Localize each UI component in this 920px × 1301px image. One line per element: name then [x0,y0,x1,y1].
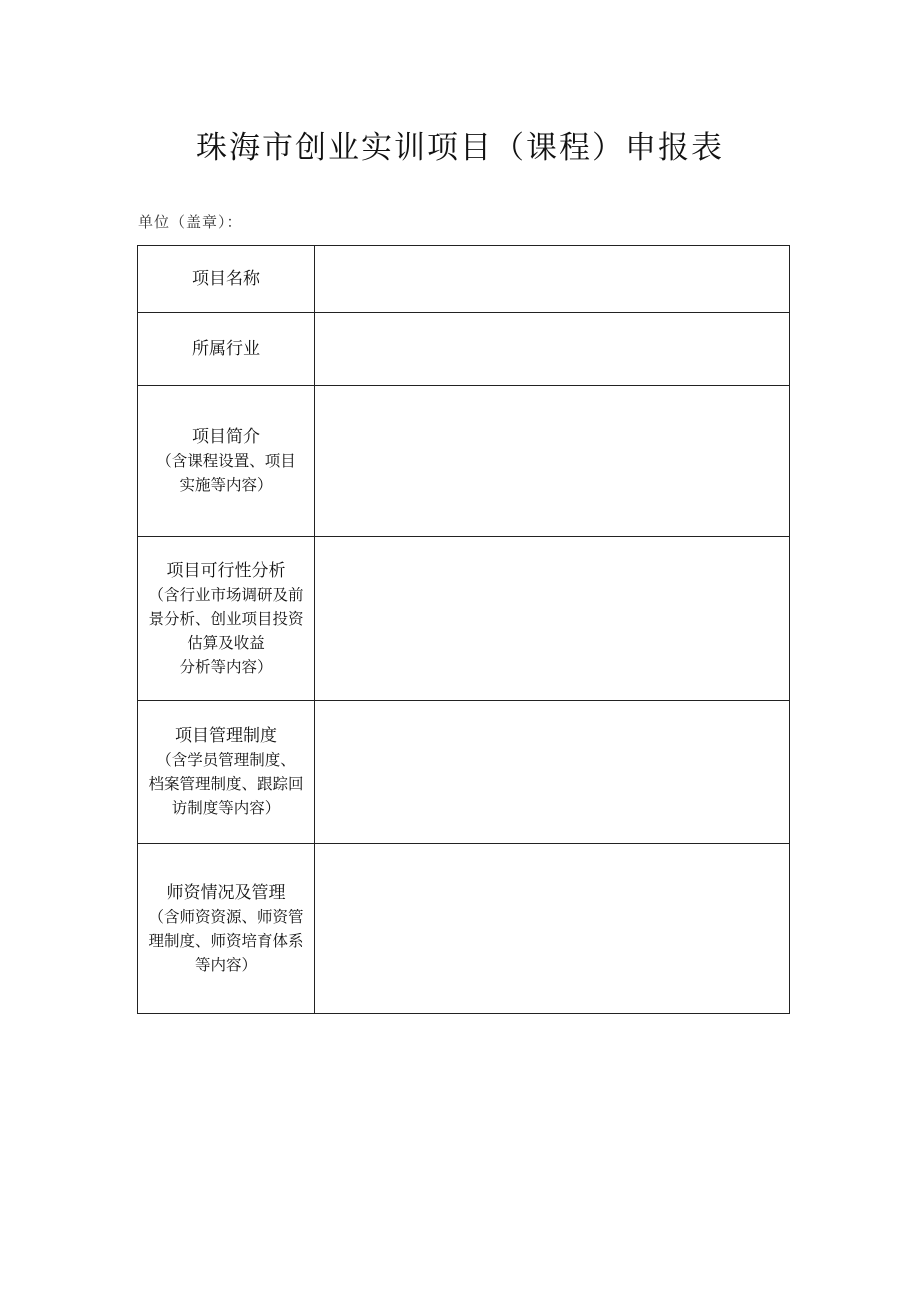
row-note-line: （含行业市场调研及前 [148,585,304,604]
project-intro-field[interactable] [315,386,790,537]
row-label: 师资情况及管理 [166,882,286,903]
row-label-cell [138,246,315,313]
row-note-line: （含学员管理制度、 [156,751,296,769]
row-note-line: 理制度、师资培育体系 [148,931,304,950]
teacher-management-field[interactable] [315,844,790,1014]
row-label-cell [138,313,315,386]
page-title: 珠海市创业实训项目（课程）申报表 [196,130,724,166]
table-row [138,313,790,386]
row-label: 项目管理制度 [175,726,277,746]
project-name-field[interactable] [315,246,790,313]
row-note-line: （含课程设置、项目 [156,452,296,470]
row-note-line: （含师资资源、师资管 [148,907,304,926]
management-system-field[interactable] [315,701,790,844]
row-label: 项目名称 [192,269,260,289]
row-label-cell [138,386,315,537]
table-row [138,537,790,701]
table-row [138,844,790,1014]
row-label-cell [138,844,315,1014]
unit-stamp-label: 单位（盖章）： [138,213,243,231]
table-row [138,246,790,313]
row-label: 项目可行性分析 [166,560,286,581]
table-row [138,701,790,844]
row-note-line: 实施等内容） [179,476,273,494]
industry-field[interactable] [315,313,790,386]
feasibility-analysis-field[interactable] [315,537,790,701]
row-note-line: 估算及收益 [187,633,265,652]
application-form-table [137,245,790,1014]
row-label-cell [138,701,315,844]
row-label-cell [138,537,315,701]
row-label: 所属行业 [192,339,260,359]
row-label: 项目简介 [192,427,260,447]
row-note-line: 等内容） [194,955,257,974]
row-note-line: 档案管理制度、跟踪回 [148,775,304,793]
row-note-line: 访制度等内容） [171,799,281,817]
row-note-line: 分析等内容） [179,657,273,676]
row-note-line: 景分析、创业项目投资 [148,609,304,628]
table-row [138,386,790,537]
